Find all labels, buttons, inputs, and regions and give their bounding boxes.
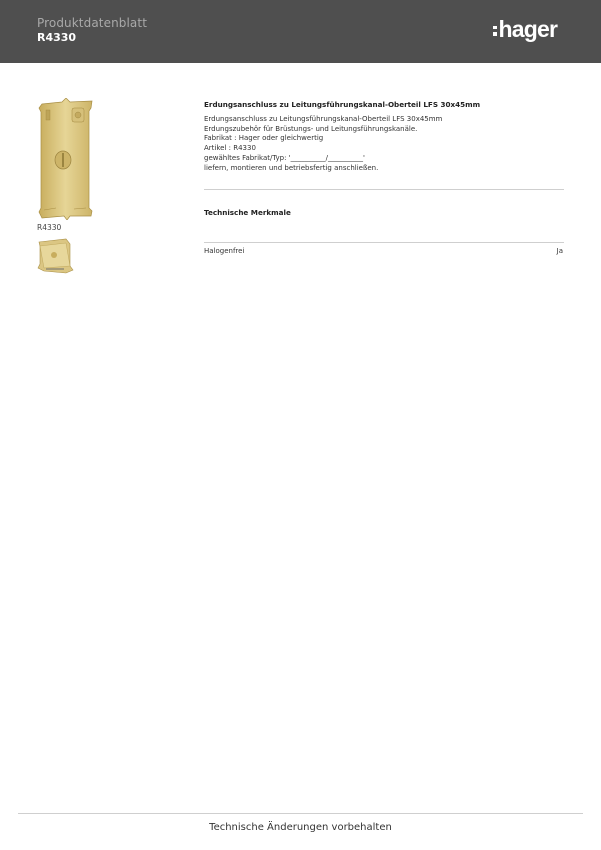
product-description (204, 100, 564, 173)
feature-name: Halogenfrei (204, 247, 245, 255)
product-thumbnail[interactable] (36, 238, 74, 274)
document-type: Produktdatenblatt (37, 16, 147, 30)
image-caption: R4330 (37, 223, 62, 232)
divider (204, 189, 564, 190)
description-line: Erdungszubehör für Brüstungs- und Leitungsführungskanäle. (204, 124, 418, 133)
description-line: liefern, montieren und betriebsfertig anschließen. (204, 163, 379, 172)
description-line: Fabrikat : Hager oder gleichwertig (204, 134, 324, 143)
article-code: R4330 (37, 31, 77, 44)
feature-value: Ja (556, 247, 563, 255)
divider (204, 242, 564, 243)
logo-dots-icon (493, 26, 497, 36)
footer-divider (18, 813, 583, 814)
footer-note: Technische Änderungen vorbehalten (209, 822, 392, 833)
feature-row (204, 247, 564, 257)
header-bar (0, 0, 601, 63)
description-line: Artikel : R4330 (204, 144, 256, 153)
hager-logo (493, 15, 557, 43)
features-title: Technische Merkmale (204, 208, 291, 217)
description-title: Erdungsanschluss zu Leitungsführungskanal-Oberteil LFS 30x45mm (204, 100, 481, 109)
description-line: gewähltes Fabrikat/Typ: '__________/__________' (204, 153, 365, 162)
description-line: Erdungsanschluss zu Leitungsführungskanal-Oberteil LFS 30x45mm (204, 115, 443, 123)
logo-wordmark: hager (498, 15, 558, 42)
product-image (36, 98, 96, 220)
